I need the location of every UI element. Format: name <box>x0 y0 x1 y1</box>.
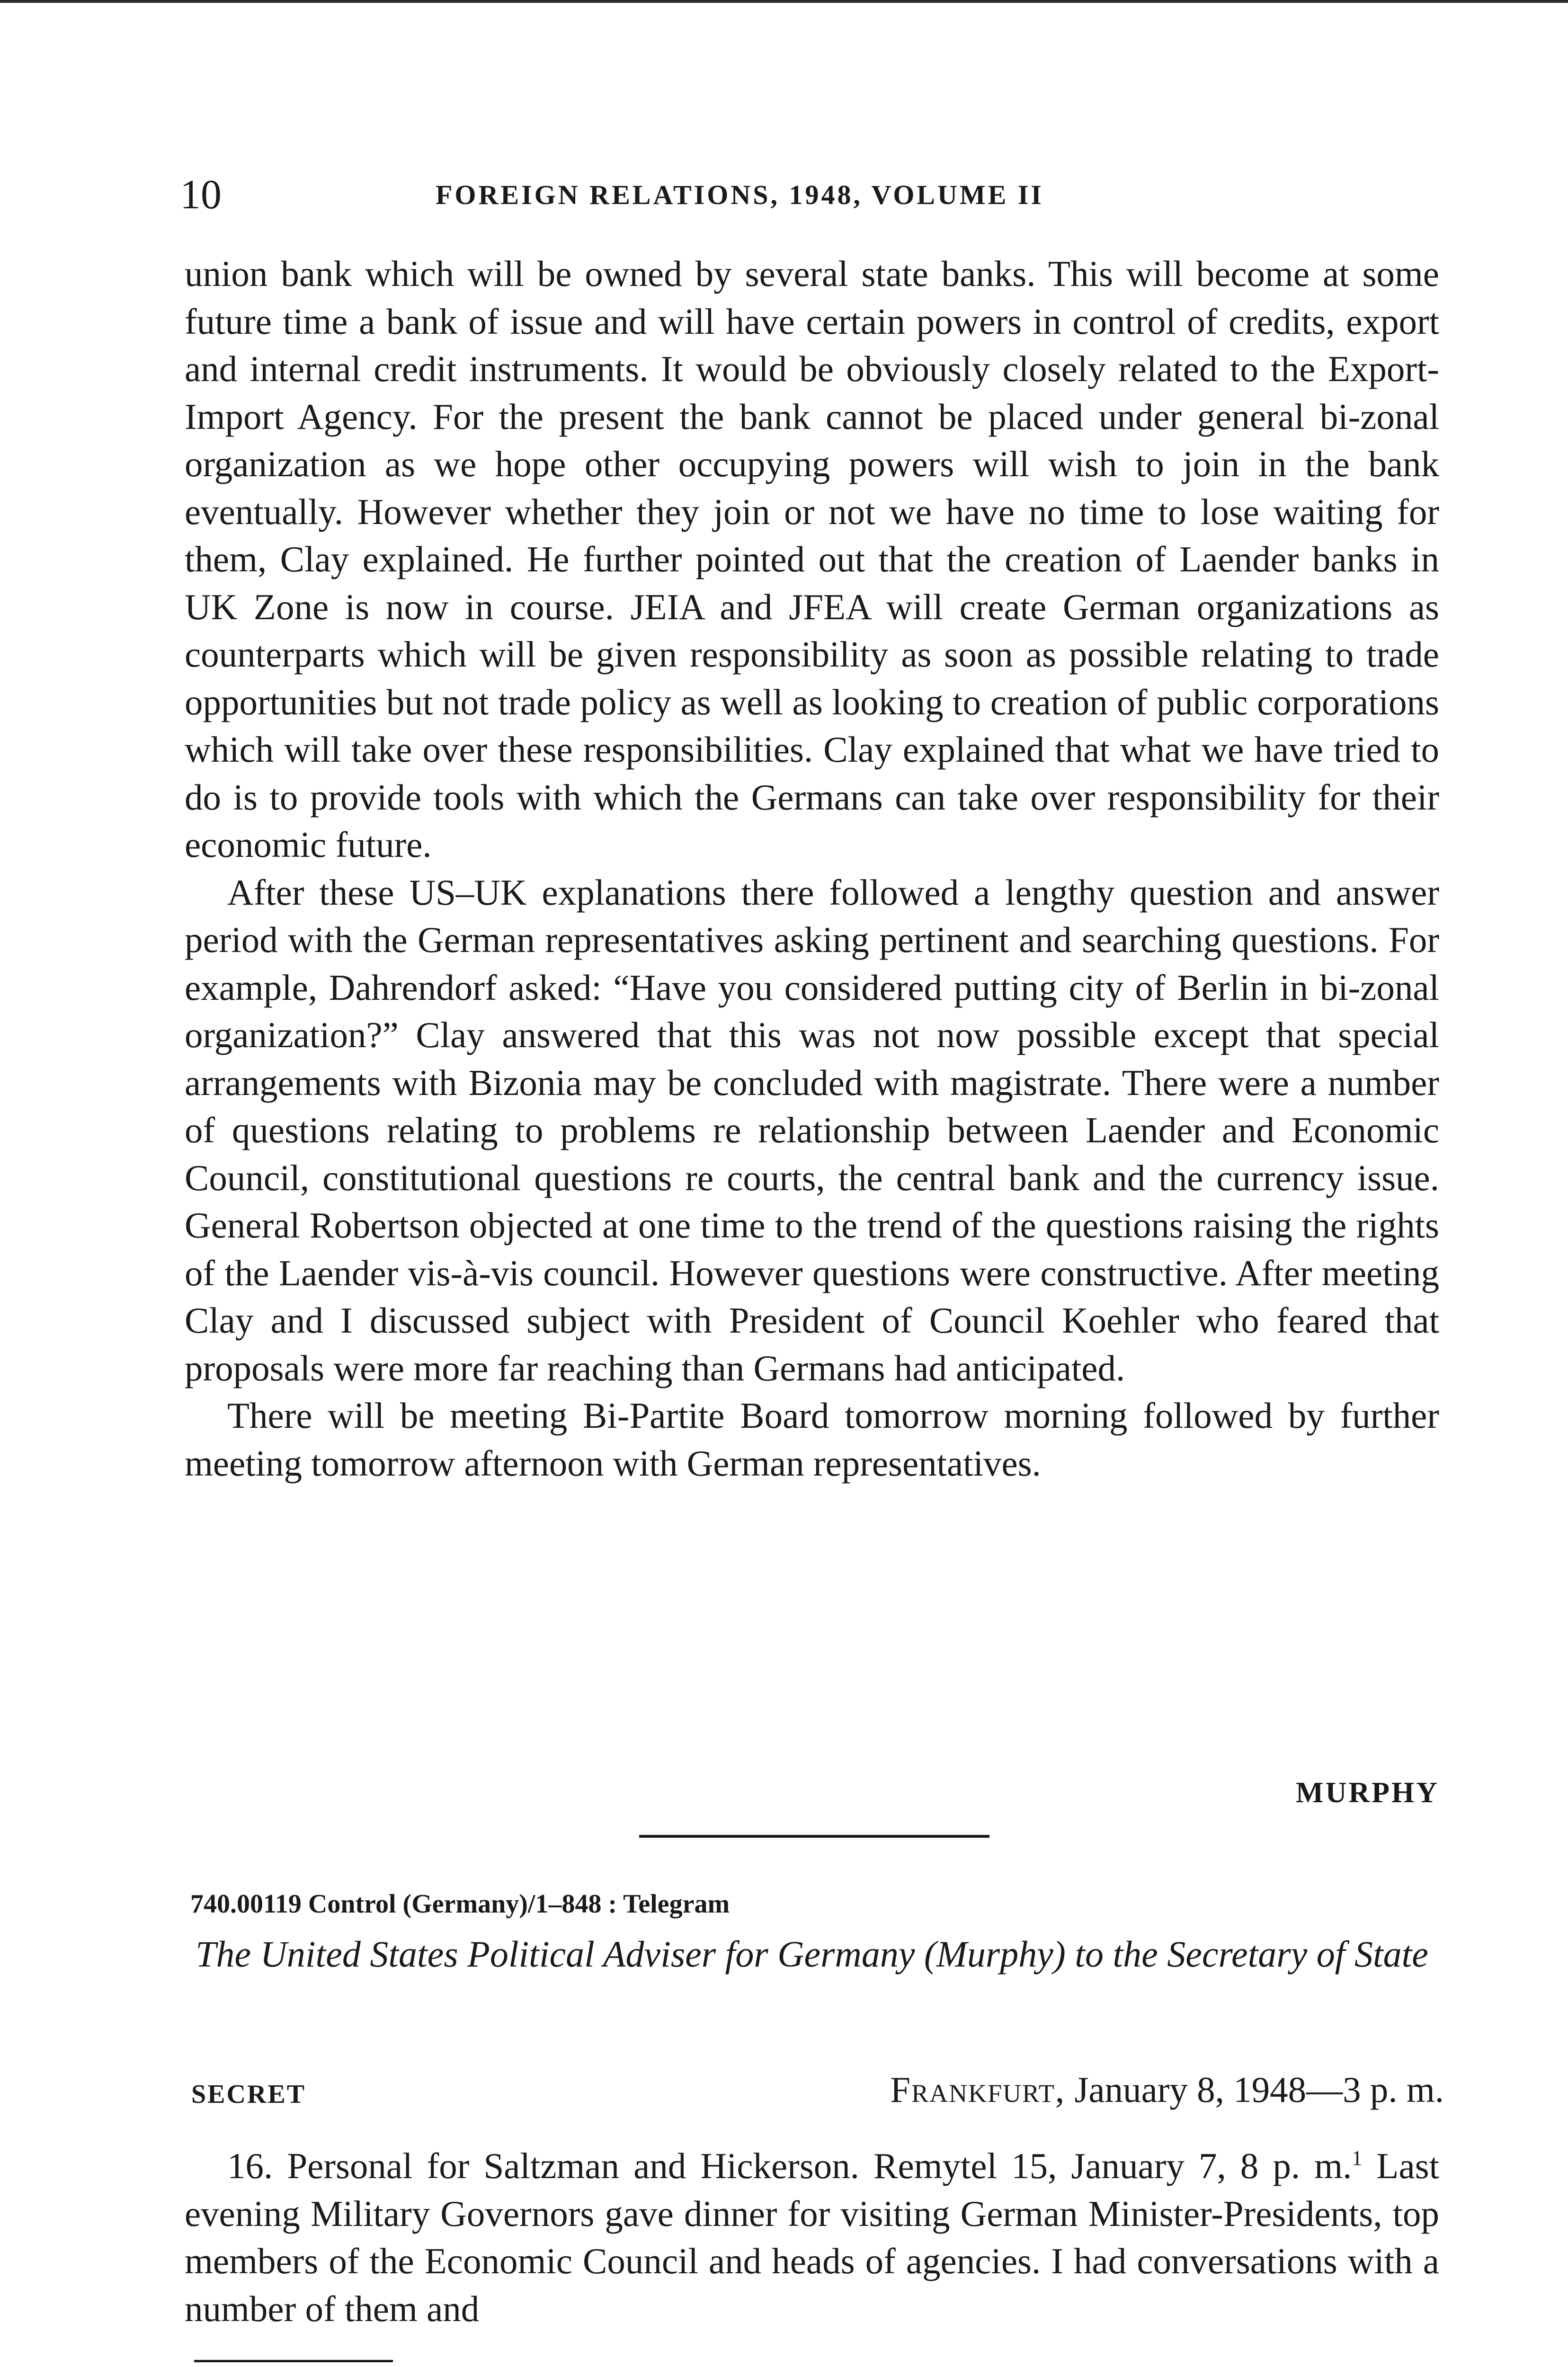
file-reference: 740.00119 Control (Germany)/1–848 : Telegram <box>190 1889 730 1919</box>
dateline <box>890 2069 1444 2111</box>
continued-telegram-text <box>185 250 1439 1487</box>
paragraph-continuation: union bank which will be owned by several state banks. This will become at some future time a bank of issue and will have certain powers in control of credits, export and internal credit instruments. It would be obviously closely related to the Export-Import Agency. For the present the bank cannot be placed under general bi-zonal organization as we hope other occupying powers will wish to join in the bank eventually. However whether they join or not we have no time to lose waiting for them, Clay explained. He further pointed out that the creation of Laender banks in UK Zone is now in course. JEIA and JFEA will create German organizations as counterparts which will be given responsibility as soon as possible relating to trade opportunities but not trade policy as well as looking to creation of public corporations which will take over these responsibilities. Clay explained that what we have tried to do is to provide tools with which the Germans can take over responsibility for their economic future. <box>185 253 1439 865</box>
page-number: 10 <box>180 172 222 218</box>
document-title: The United States Political Adviser for Germany (Murphy) to the Secretary of State <box>196 1933 1428 1975</box>
signature: MURPHY <box>1296 1777 1439 1809</box>
telegram-body <box>185 2142 1439 2332</box>
paragraph-question-period: After these US–UK explanations there followed a lengthy question and answer period with the German representatives asking pertinent and searching questions. For example, Dahrendorf asked: “Have you considered putting city of Berlin in bi-zonal organization?” Clay answered that this was not now possible except that special arrangements with Bizonia may be concluded with magistrate. There were a number of questions relating to problems re relationship between Laender and Economic Council, constitutional questions re courts, the central bank and the currency issue. General Robertson objected at one time to the trend of the questions raising the rights of the Laender vis-à-vis council. However questions were constructive. After meeting Clay and I discussed subject with President of Council Koehler who feared that proposals were more far reaching than Germans had anticipated. <box>185 872 1439 1388</box>
telegram-text-part-2: Last evening Military Governors gave dinner for visiting German Minister-Presidents, top members of the Economic Council and heads of agencies. I had conversations with a number of them and <box>185 2145 1439 2329</box>
paragraph-telegram-16 <box>185 2142 1439 2332</box>
dateline-date: January 8, 1948—3 p. m. <box>1074 2069 1444 2110</box>
top-edge-rule <box>0 0 1568 3</box>
running-head <box>180 167 1453 223</box>
classification-label: SECRET <box>191 2080 306 2109</box>
document-separator <box>639 1835 989 1838</box>
paragraph-next-meeting: There will be meeting Bi-Partite Board tomorrow morning followed by further meeting tomorrow afternoon with German representatives. <box>185 1395 1439 1484</box>
footnote-reference[interactable]: 1 <box>1352 2146 1363 2170</box>
footnote-rule <box>194 2360 393 2362</box>
telegram-text-part-1: 16. Personal for Saltzman and Hickerson. Remytel 15, January 7, 8 p. m. <box>227 2145 1352 2186</box>
dateline-place: Frankfurt, <box>890 2069 1066 2110</box>
running-title: FOREIGN RELATIONS, 1948, VOLUME II <box>436 179 1044 210</box>
